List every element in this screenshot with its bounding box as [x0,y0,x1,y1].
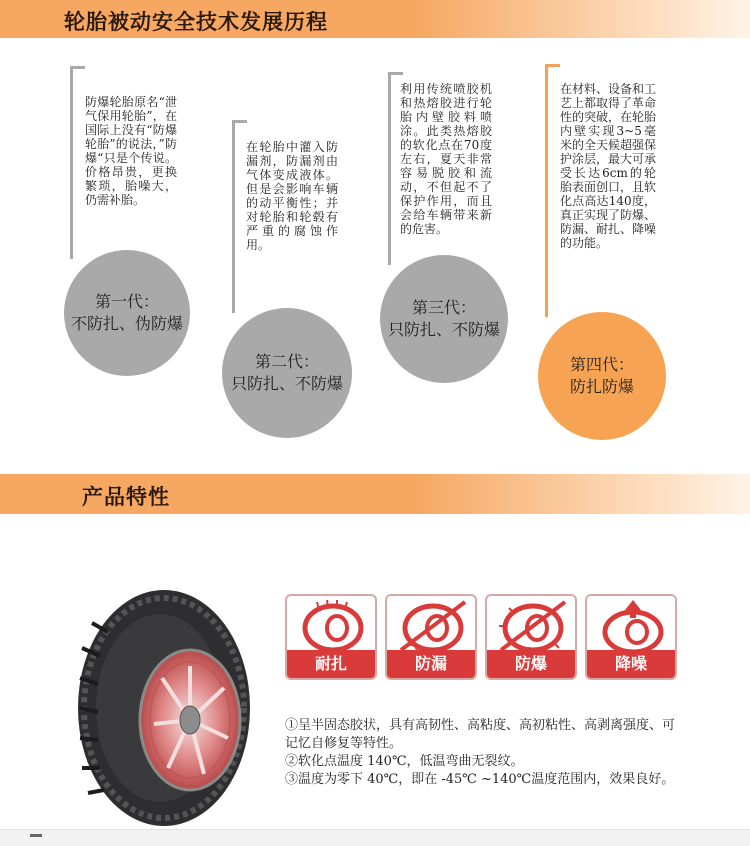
feature-tile-puncture [285,594,377,680]
product-specs [285,717,685,789]
leak-proof-icon [387,596,477,656]
gen3-feature: 只防扎、不防爆 [387,320,500,339]
gen2-description: 在轮胎中灌入防漏剂，防漏剂由气体变成液体。但是会影响车辆的动平衡性；并对轮胎和轮毂有严重的腐蚀作用。 [246,140,338,252]
product-header-band [0,474,750,514]
feature-label-leak: 防漏 [387,650,475,678]
bottom-mark [30,834,42,837]
gen1-feature: 不防扎、伪防爆 [70,314,183,333]
gen1-name: 第一代： [94,292,159,311]
gen4-feature: 防扎防爆 [569,377,634,396]
feature-tile-explosion [485,594,577,680]
gen2-circle [222,308,352,438]
gen3-description: 利用传统喷胶机和热熔胶进行轮胎内壁胶料喷涂。此类热熔胶的软化点在70度左右，夏天非常容易脱胶和流动，不但起不了保护作用，而且会给车辆带来新的危害。 [400,82,492,236]
gen2-feature: 只防扎、不防爆 [230,374,343,393]
gen1-connector [70,66,85,259]
spec-item: ①呈半固态胶状，具有高韧性、高粘度、高初粘性、高剥离强度、可记忆自修复等特性。 [285,718,676,751]
gen4-circle [538,312,666,440]
noise-reduction-icon [587,596,677,656]
gen1-description: 防爆轮胎原名“泄气保用轮胎”，在国际上没有“防爆轮胎”的说法，”防爆“只是个传说。价格昂贵，更换繁琐，胎噪大，仍需补胎。 [85,95,177,207]
product-title: 产品特性 [82,485,170,509]
feature-tile-leak [385,594,477,680]
feature-label-noise: 降噪 [587,650,675,678]
bottom-strip [0,829,750,846]
gen4-description: 在材料、设备和工艺上都取得了革命性的突破，在轮胎内壁实现3~5毫米的全天候超强保护涂层，最大可承受长达6cm的轮胎表面创口，且软化点高达140度，真正实现了防爆、防漏、耐扎、降噪的功能。 [560,82,657,250]
gen3-circle [380,255,508,383]
history-title: 轮胎被动安全技术发展历程 [64,10,328,34]
history-header-band [0,0,750,38]
gen3-name: 第三代： [411,298,476,317]
gen4-connector [545,64,560,317]
gen2-name: 第二代： [254,352,319,371]
feature-tile-noise [585,594,677,680]
gen4-name: 第四代： [569,355,634,374]
gen2-connector [232,120,247,313]
spec-item: ③温度为零下 40℃，即在 -45℃ ~140℃温度范围内，效果良好。 [285,772,675,787]
tire-image [72,588,262,828]
explosion-proof-icon [487,596,577,656]
puncture-resistant-icon [287,596,377,656]
spec-item: ②软化点温度 140℃，低温弯曲无裂纹。 [285,754,524,769]
feature-label-explosion: 防爆 [487,650,575,678]
feature-label-puncture: 耐扎 [287,650,375,678]
gen1-circle [64,250,190,376]
